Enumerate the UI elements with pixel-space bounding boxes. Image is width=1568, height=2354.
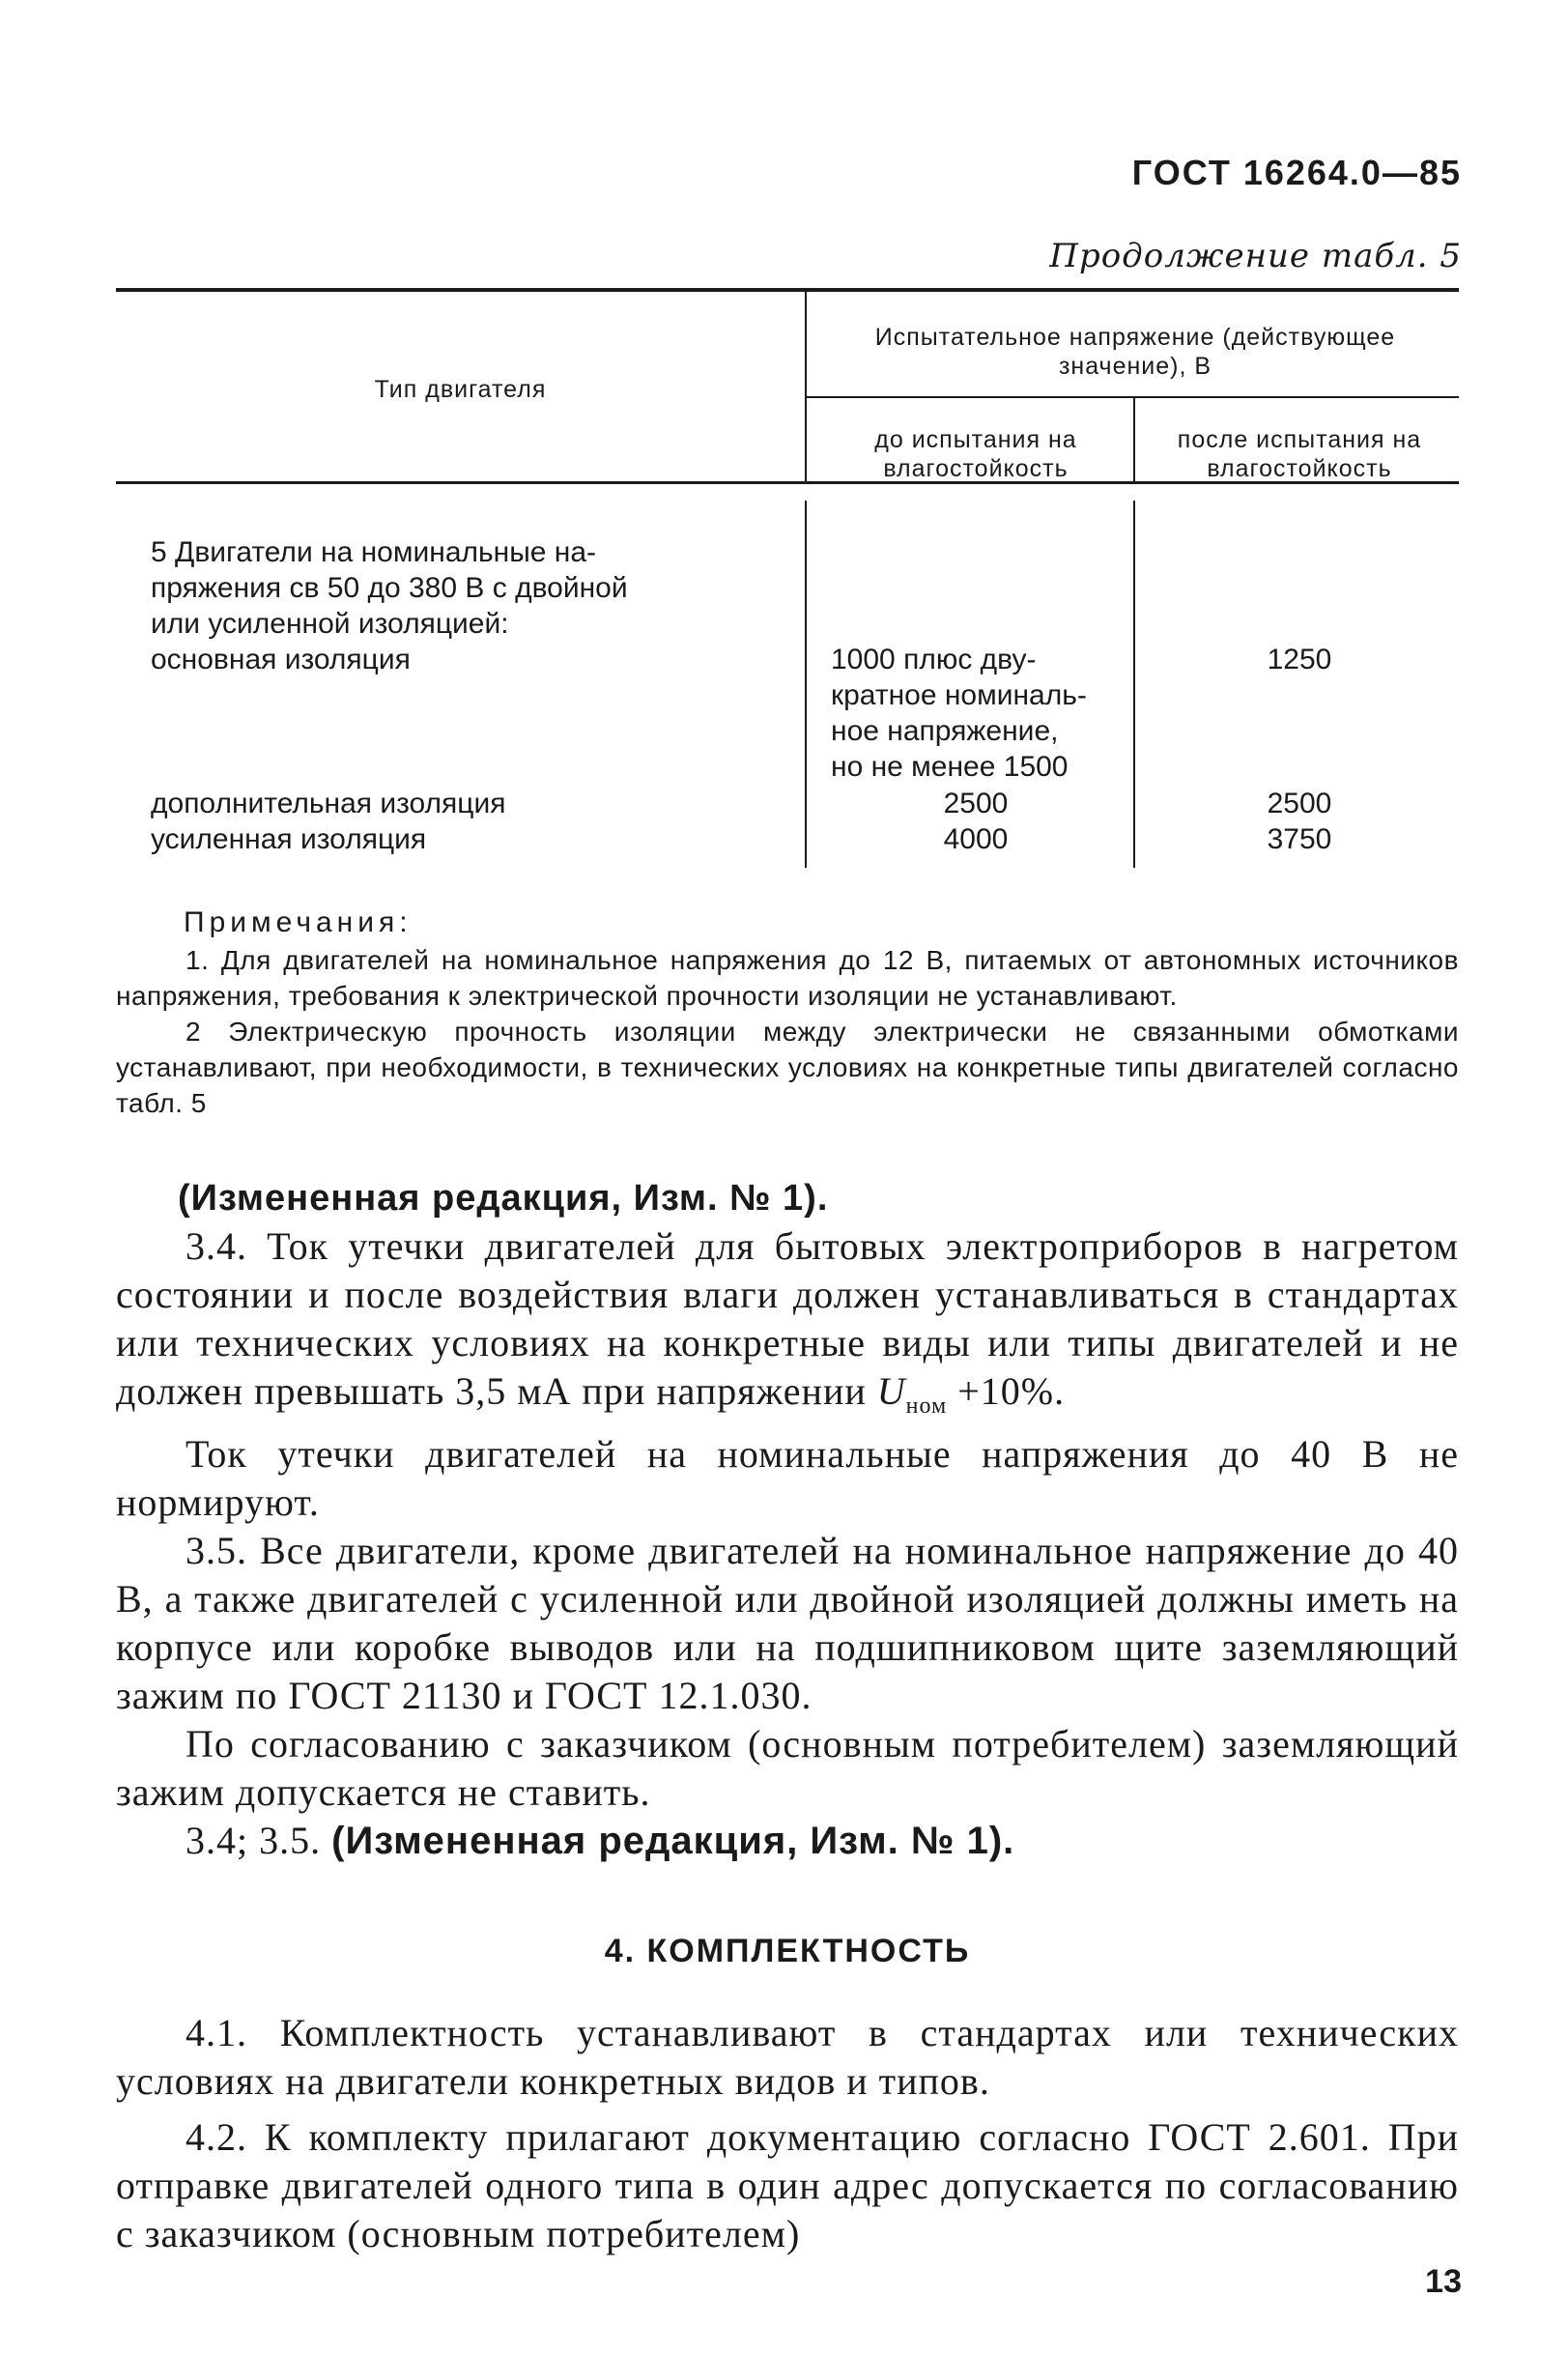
header-test-voltage: Испытательное напряжение (действующее значение), В <box>874 324 1396 380</box>
paragraph-3-5: 3.5. Все двигатели, кроме двигателей на номинальное напряжение до 40 В, а также двигателей с усиленной или двойной изоляцией должны иметь на корпусе или коробке выводов или на подшипниковом щите заземляющий зажим по ГОСТ 21130 и ГОСТ 12.1.030. <box>116 1529 1459 1717</box>
amendment-note-2: 3.4; 3.5. (Измененная редакция, Изм. № 1). <box>185 1819 1015 1862</box>
row-title: 5 Двигатели на номинальные на- пряжения св 50 до 380 В с двойной или усиленной изоляцией: <box>151 536 628 640</box>
header-after-test: после испытания на влагостойкость <box>1177 426 1422 482</box>
notes-title: Примечания: <box>184 906 413 938</box>
row-label-supplementary: дополнительная изоляция <box>151 788 506 819</box>
paragraph-3-5b: По согласованию с заказчиком (основным потребителем) заземляющий зажим допускается не ставить. <box>116 1722 1459 1814</box>
row-label-basic: основная изоляция <box>151 644 411 675</box>
table-continuation-label: Продолжение табл. 5 <box>1049 237 1462 275</box>
main-text <box>116 1174 1459 2258</box>
amendment-note-1: (Измененная редакция, Изм. № 1). <box>178 1178 829 1219</box>
paragraph-4-1: 4.1. Комплектность устанавливают в стандартах или технических условиях на двигатели конкретных видов и типов. <box>116 2011 1459 2103</box>
document-header: ГОСТ 16264.0—85 <box>1131 153 1462 192</box>
row-label-reinforced: усиленная изоляция <box>151 823 427 855</box>
header-engine-type: Тип двигателя <box>374 376 547 403</box>
paragraph-3-4b: Ток утечки двигателей на номинальные напряжения до 40 В не нормируют. <box>116 1432 1459 1524</box>
cell-reinforced-after: 3750 <box>1267 823 1332 855</box>
cell-supplementary-before: 2500 <box>943 788 1009 819</box>
paragraph-3-4: 3.4. Ток утечки двигателей для бытовых электроприборов в нагретом состоянии и после воздействия влаги должен устанавливаться в стандартах или технических условиях на конкретные виды или типы двигателей и не должен превышать 3,5 мА при напряжении $U_{ном} +10\%$. <box>116 1224 1459 1419</box>
test-voltage-table <box>116 288 1459 868</box>
note-1: 1. Для двигателей на номинальное напряжения до 12 В, питаемых от автономных источников напряжения, требования к электрической прочности изоляции не устанавливают. <box>116 945 1459 1011</box>
cell-basic-before: 1000 плюс дву- кратное номиналь- ное напряжение, но не менее 1500 <box>831 644 1087 783</box>
paragraph-4-2: 4.2. К комплекту прилагают документацию согласно ГОСТ 2.601. При отправке двигателей одного типа в один адрес допускается по согласованию с заказчиком (основным потребителем) <box>116 2115 1459 2255</box>
header-before-test: до испытания на влагостойкость <box>874 426 1077 482</box>
notes-block <box>116 904 1459 1121</box>
cell-reinforced-before: 4000 <box>943 823 1009 855</box>
section-title: 4. КОМПЛЕКТНОСТЬ <box>604 1933 971 1969</box>
cell-basic-after: 1250 <box>1267 644 1332 675</box>
note-2: 2 Электрическую прочность изоляции между электрически не связанными обмотками устанавливают, при необходимости, в технических условиях на конкретные типы двигателей согласно табл. 5 <box>116 1017 1459 1118</box>
cell-supplementary-after: 2500 <box>1267 788 1332 819</box>
page-number: 13 <box>1425 2263 1462 2300</box>
